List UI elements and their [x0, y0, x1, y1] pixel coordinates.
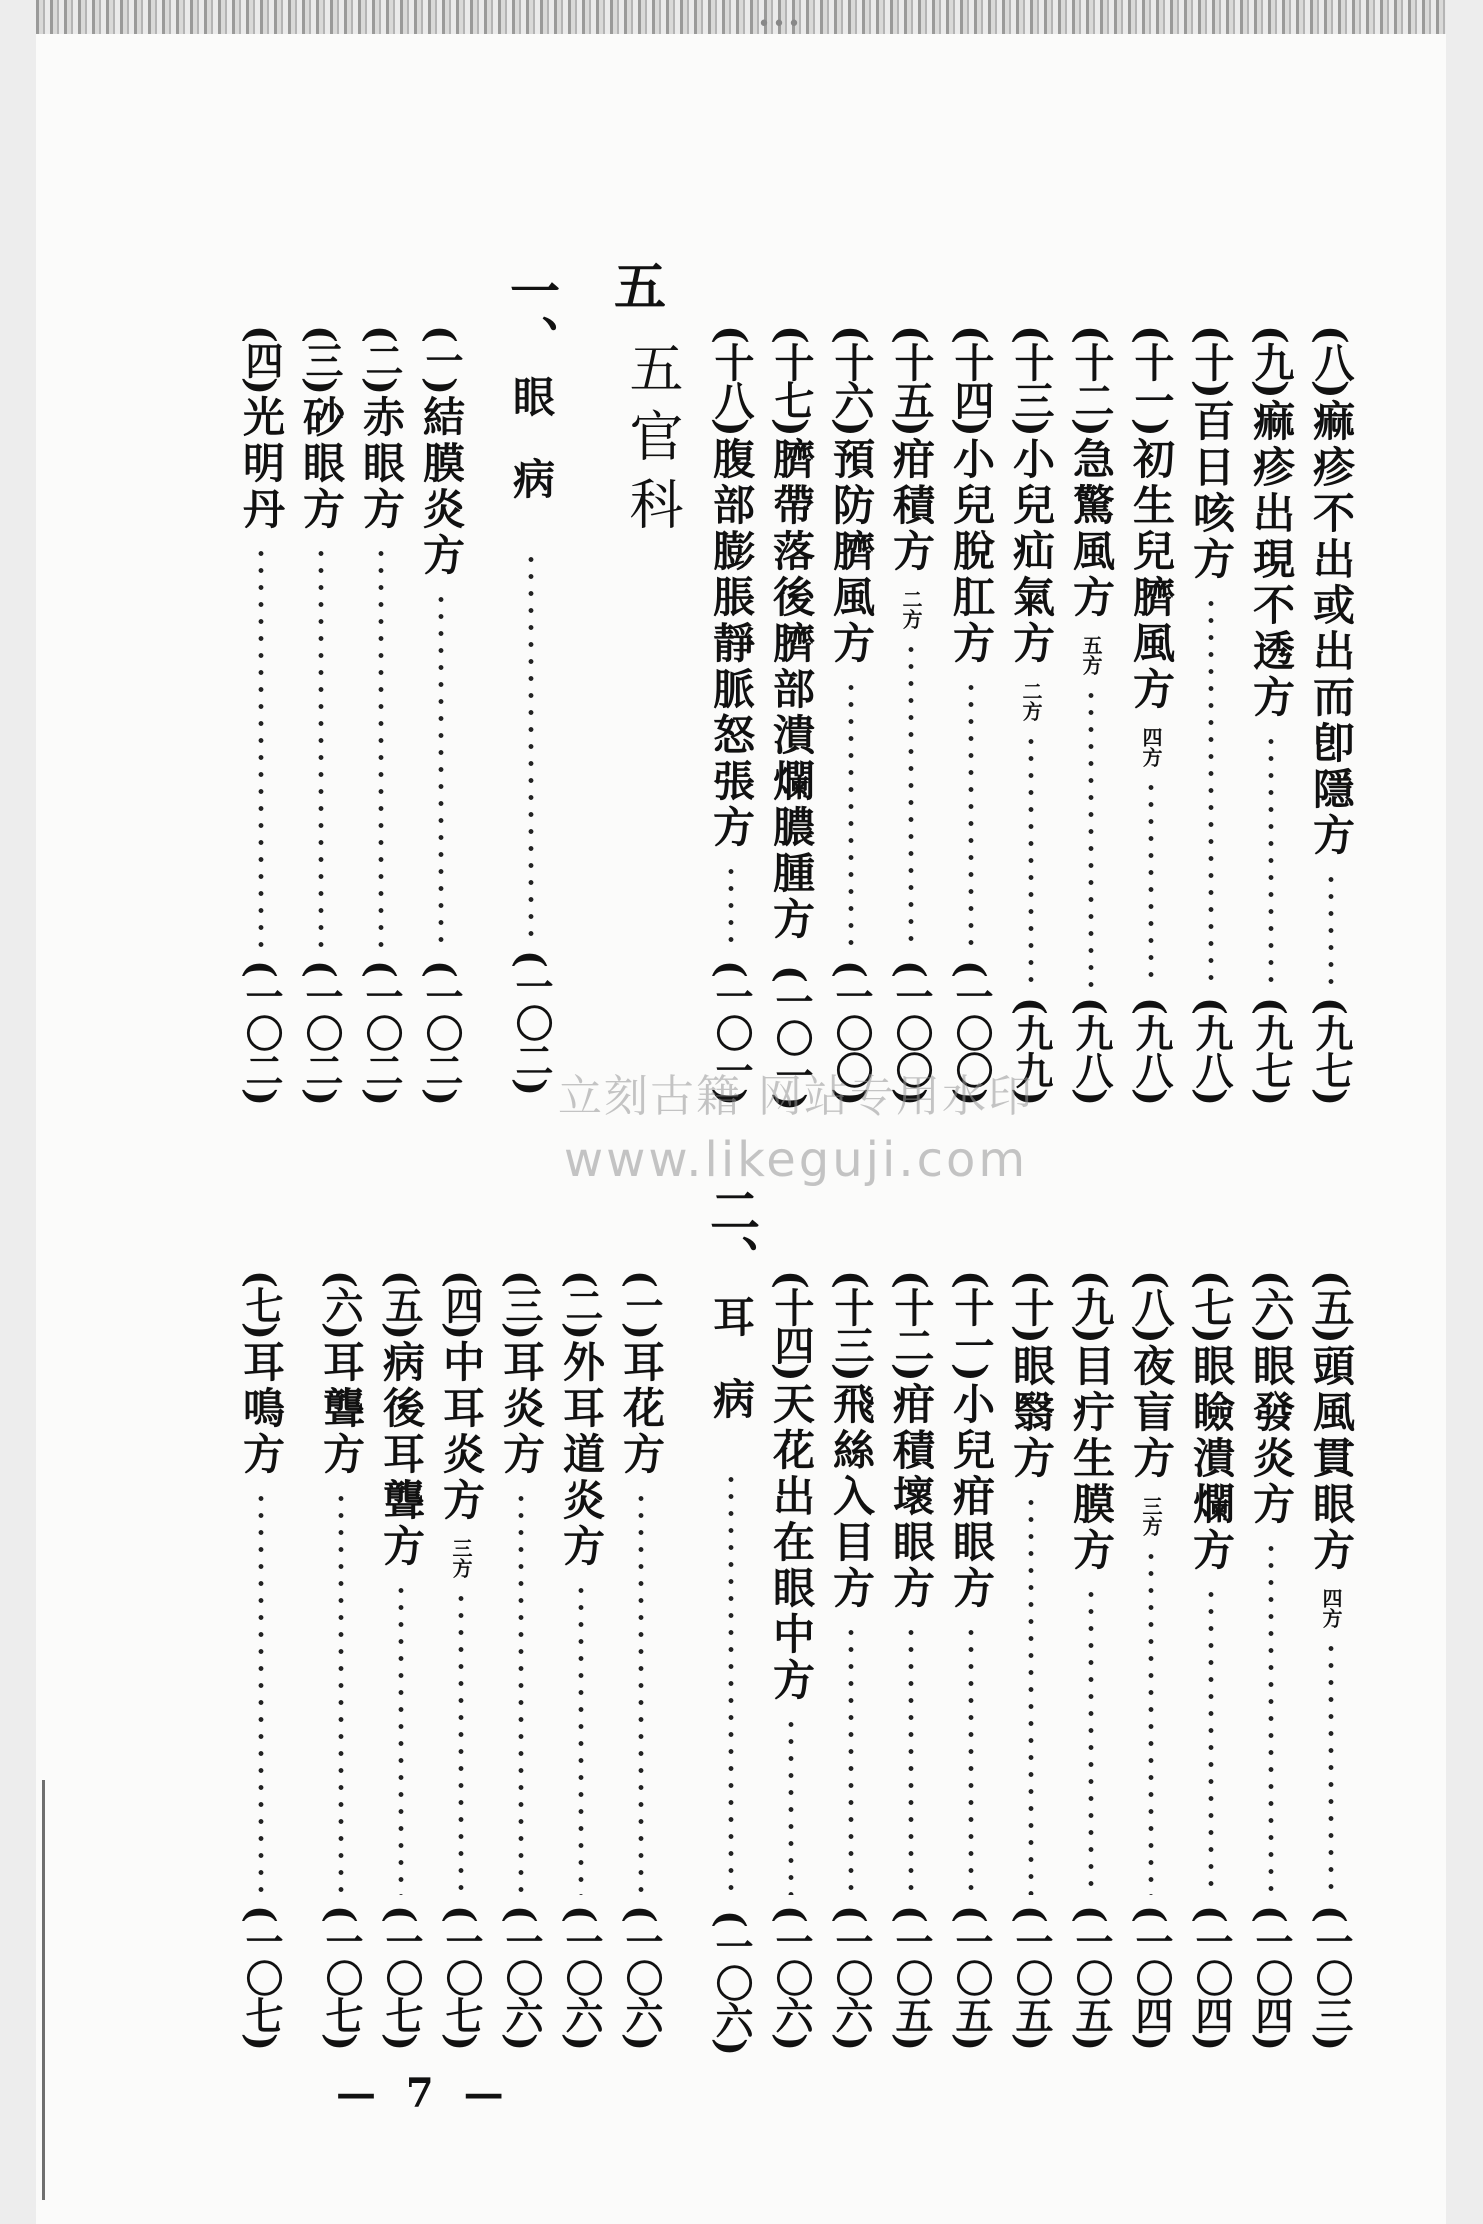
entry-page: (一〇六) [769, 1905, 814, 2050]
dot-leader [638, 1490, 644, 1895]
entry-title: 臍帶落後臍部潰爛膿腫方 [767, 436, 816, 943]
entry-note: 五方 [1079, 634, 1103, 675]
dot-leader [528, 551, 534, 940]
section-number: 二、 [702, 1185, 761, 1285]
entry-title: 初生兒臍風方 [1127, 436, 1176, 713]
toc-entry[interactable] [1300, 1270, 1362, 2050]
entry-page: (一〇六) [619, 1905, 664, 2050]
toc-entry[interactable] [1180, 325, 1242, 1105]
entry-number: (二) [559, 1270, 604, 1338]
dot-leader [338, 1490, 344, 1895]
chapter-number: 五 [614, 257, 667, 318]
entry-note: 三方 [1139, 1495, 1163, 1536]
toc-entry[interactable] [1240, 325, 1302, 1105]
entry-number: (十二) [1068, 325, 1115, 435]
dot-leader [728, 1471, 734, 1900]
entry-page: (一〇四) [1129, 1905, 1174, 2050]
entry-title: 天花出在眼中方 [767, 1381, 816, 1704]
dot-leader [258, 545, 264, 950]
toc-entry[interactable] [290, 325, 352, 1105]
toc-entry[interactable] [230, 325, 292, 1105]
entry-number: (四) [239, 325, 284, 393]
entry-title: 預防臍風方 [827, 436, 876, 667]
dot-leader [968, 1624, 974, 1895]
toc-entry[interactable] [1000, 325, 1062, 1105]
entry-page: (一〇七) [319, 1905, 364, 2050]
toc-entry[interactable] [1180, 1270, 1242, 2050]
entry-title: 飛絲入目方 [827, 1381, 876, 1612]
dot-leader [378, 545, 384, 950]
entry-page: (一〇五) [949, 1905, 994, 2050]
entry-page: (一〇四) [1189, 1905, 1234, 2050]
entry-number: (三) [299, 325, 344, 393]
entry-page: (一〇一) [709, 960, 754, 1105]
entry-title: 小兒脫肛方 [947, 436, 996, 667]
entry-page: (九七) [1309, 997, 1354, 1105]
entry-page: (一〇一) [769, 964, 814, 1110]
entry-number: (七) [1188, 1270, 1235, 1342]
dot-leader [1088, 687, 1094, 987]
entry-number: (五) [379, 1270, 424, 1338]
toc-entry[interactable] [1120, 325, 1182, 1105]
dot-leader [908, 641, 914, 950]
entry-page: (一〇五) [1009, 1905, 1054, 2050]
toc-entry[interactable] [1060, 325, 1122, 1105]
watermark-line1: 立刻古籍 网站专用水印 [558, 1071, 1034, 1122]
entry-page: (一〇六) [829, 1905, 874, 2050]
chapter-title: 五官科 [621, 340, 684, 544]
entry-page: (一〇五) [1069, 1905, 1114, 2050]
toc-entry[interactable] [1300, 325, 1362, 1105]
entry-page: (一〇〇) [889, 960, 934, 1105]
entry-note: 四方 [1139, 726, 1163, 767]
entry-title: 眼翳方 [1007, 1343, 1056, 1482]
toc-entry[interactable] [430, 1270, 492, 2050]
toc-entry[interactable] [760, 1270, 822, 2050]
toc-entry[interactable] [1060, 1270, 1122, 2050]
dot-leader [1208, 595, 1214, 987]
section-heading-eye[interactable] [496, 265, 566, 1095]
entry-number: (十七) [768, 325, 815, 435]
entry-page: (一〇三) [1309, 1905, 1354, 2050]
entry-title: 耳聾方 [317, 1339, 366, 1478]
toc-entry[interactable] [820, 325, 882, 1105]
entry-number: (十) [1188, 325, 1235, 397]
entry-number: (十) [1008, 1270, 1055, 1342]
entry-page: (一〇七) [439, 1905, 484, 2050]
entry-title: 耳鳴方 [237, 1339, 286, 1478]
entry-number: (八) [1308, 325, 1355, 397]
entry-page: (一〇六) [559, 1905, 604, 2050]
toc-entry[interactable] [310, 1270, 372, 2050]
entry-page: (一〇〇) [949, 960, 994, 1105]
toc-entry[interactable] [370, 1270, 432, 2050]
entry-page: (一〇二) [299, 960, 344, 1105]
entry-number: (一) [419, 325, 464, 393]
entry-number: (十三) [1008, 325, 1055, 435]
dot-leader [1148, 1548, 1154, 1895]
entry-note: 四方 [1319, 1587, 1343, 1628]
entry-number: (十四) [948, 325, 995, 435]
entry-number: (九) [1248, 325, 1295, 397]
toc-entry[interactable] [230, 1270, 292, 2050]
entry-note: 二方 [1019, 680, 1043, 721]
entry-note: 三方 [449, 1537, 473, 1578]
section-number: 一、 [502, 265, 561, 365]
entry-page: (一〇四) [1249, 1905, 1294, 2050]
entry-title: 痲疹不出或出而卽隱方 [1307, 398, 1356, 859]
dot-leader [1088, 1586, 1094, 1895]
entry-title: 急驚風方 [1067, 436, 1116, 621]
entry-title: 腹部膨脹靜脈怒張方 [707, 436, 756, 851]
toc-entry[interactable] [760, 325, 822, 1110]
entry-number: (七) [239, 1270, 284, 1338]
entry-title: 疳積壞眼方 [887, 1381, 936, 1612]
entry-page: (九八) [1129, 997, 1174, 1105]
toc-entry[interactable] [610, 1270, 672, 2050]
section-title: 耳病 [707, 1295, 756, 1459]
entry-title: 光明丹 [237, 394, 286, 533]
section-heading-ear[interactable] [696, 1185, 766, 2055]
toc-entry[interactable] [1120, 1270, 1182, 2050]
toc-entry[interactable] [1000, 1270, 1062, 2050]
dot-leader [1148, 779, 1154, 987]
toc-entry[interactable] [350, 325, 412, 1105]
toc-entry[interactable] [490, 1270, 552, 2050]
entry-title: 夜盲方 [1127, 1343, 1176, 1482]
dot-leader [728, 863, 734, 950]
dot-leader [848, 679, 854, 950]
entry-number: (十二) [888, 1270, 935, 1380]
toc-entry[interactable] [1240, 1270, 1302, 2050]
dot-leader [318, 545, 324, 950]
entry-page: (九八) [1189, 997, 1234, 1105]
toc-entry[interactable] [410, 325, 472, 1105]
toc-entry[interactable] [880, 1270, 942, 2050]
entry-page: (一〇〇) [829, 960, 874, 1105]
dot-leader [1328, 1640, 1334, 1895]
dot-leader [1028, 1494, 1034, 1895]
dot-leader [848, 1624, 854, 1895]
toc-entry[interactable] [700, 325, 762, 1105]
entry-page: (一〇七) [239, 1905, 284, 2050]
entry-number: (一) [619, 1270, 664, 1338]
toc-entry[interactable] [820, 1270, 882, 2050]
entry-title: 赤眼方 [357, 394, 406, 533]
toc-entry[interactable] [880, 325, 942, 1105]
scan-left-edge [42, 1780, 45, 2200]
entry-page: (一〇七) [379, 1905, 424, 2050]
entry-number: (三) [499, 1270, 544, 1338]
entry-title: 目疔生膜方 [1067, 1343, 1116, 1574]
entry-number: (六) [319, 1270, 364, 1338]
section-page: (一〇六) [709, 1910, 754, 2055]
dot-leader [518, 1490, 524, 1895]
entry-title: 小兒疝氣方 [1007, 436, 1056, 667]
more-dots-icon[interactable]: ••• [757, 12, 803, 37]
entry-title: 外耳道炎方 [557, 1339, 606, 1570]
dot-leader [398, 1582, 404, 1895]
entry-number: (十六) [828, 325, 875, 435]
entry-number: (十四) [768, 1270, 815, 1380]
watermark [516, 1060, 1076, 1188]
dot-leader [908, 1624, 914, 1895]
toc-entry[interactable] [940, 1270, 1002, 2050]
entry-page: (一〇六) [499, 1905, 544, 2050]
entry-number: (十一) [1128, 325, 1175, 435]
dot-leader [1268, 733, 1274, 987]
entry-number: (十五) [888, 325, 935, 435]
entry-title: 耳炎方 [497, 1339, 546, 1478]
section-page: (一〇二) [509, 950, 554, 1095]
entry-number: (五) [1308, 1270, 1355, 1342]
book-page [36, 0, 1446, 2224]
entry-page: (一〇二) [359, 960, 404, 1105]
entry-title: 小兒疳眼方 [947, 1381, 996, 1612]
entry-page: (九八) [1069, 997, 1114, 1105]
dot-leader [1208, 1586, 1214, 1895]
dot-leader [438, 591, 444, 950]
entry-title: 結膜炎方 [417, 394, 466, 579]
entry-number: (十一) [948, 1270, 995, 1380]
entry-page: (一〇五) [889, 1905, 934, 2050]
dot-leader [1028, 733, 1034, 987]
entry-number: (十三) [828, 1270, 875, 1380]
entry-title: 百日咳方 [1187, 398, 1236, 583]
toc-entry[interactable] [940, 325, 1002, 1105]
entry-title: 頭風貫眼方 [1307, 1343, 1356, 1574]
dot-leader [1268, 1540, 1274, 1895]
dot-leader [1328, 871, 1334, 987]
entry-title: 中耳炎方 [437, 1339, 486, 1524]
entry-title: 眼發炎方 [1247, 1343, 1296, 1528]
entry-title: 疳積方 [887, 436, 936, 575]
entry-title: 眼瞼潰爛方 [1187, 1343, 1236, 1574]
entry-number: (四) [439, 1270, 484, 1338]
entry-number: (八) [1128, 1270, 1175, 1342]
entry-title: 痲疹出現不透方 [1247, 398, 1296, 721]
scan-edge-noise [36, 0, 1446, 34]
page-number: — 7 — [336, 2070, 512, 2117]
section-title: 眼病 [507, 375, 556, 539]
entry-page: (九七) [1249, 997, 1294, 1105]
dot-leader [578, 1582, 584, 1895]
entry-page: (一〇二) [239, 960, 284, 1105]
entry-number: (十八) [708, 325, 755, 435]
entry-title: 砂眼方 [297, 394, 346, 533]
dot-leader [788, 1716, 794, 1895]
entry-number: (二) [359, 325, 404, 393]
entry-page: (九九) [1009, 997, 1054, 1105]
dot-leader [258, 1490, 264, 1895]
entry-title: 耳花方 [617, 1339, 666, 1478]
watermark-line2: www.likeguji.com [563, 1132, 1029, 1188]
entry-title: 病後耳聾方 [377, 1339, 426, 1570]
toc-entry[interactable] [550, 1270, 612, 2050]
entry-number: (六) [1248, 1270, 1295, 1342]
entry-page: (一〇二) [419, 960, 464, 1105]
dot-leader [968, 679, 974, 950]
entry-number: (九) [1068, 1270, 1115, 1342]
entry-note: 二方 [899, 588, 923, 629]
dot-leader [458, 1590, 464, 1895]
